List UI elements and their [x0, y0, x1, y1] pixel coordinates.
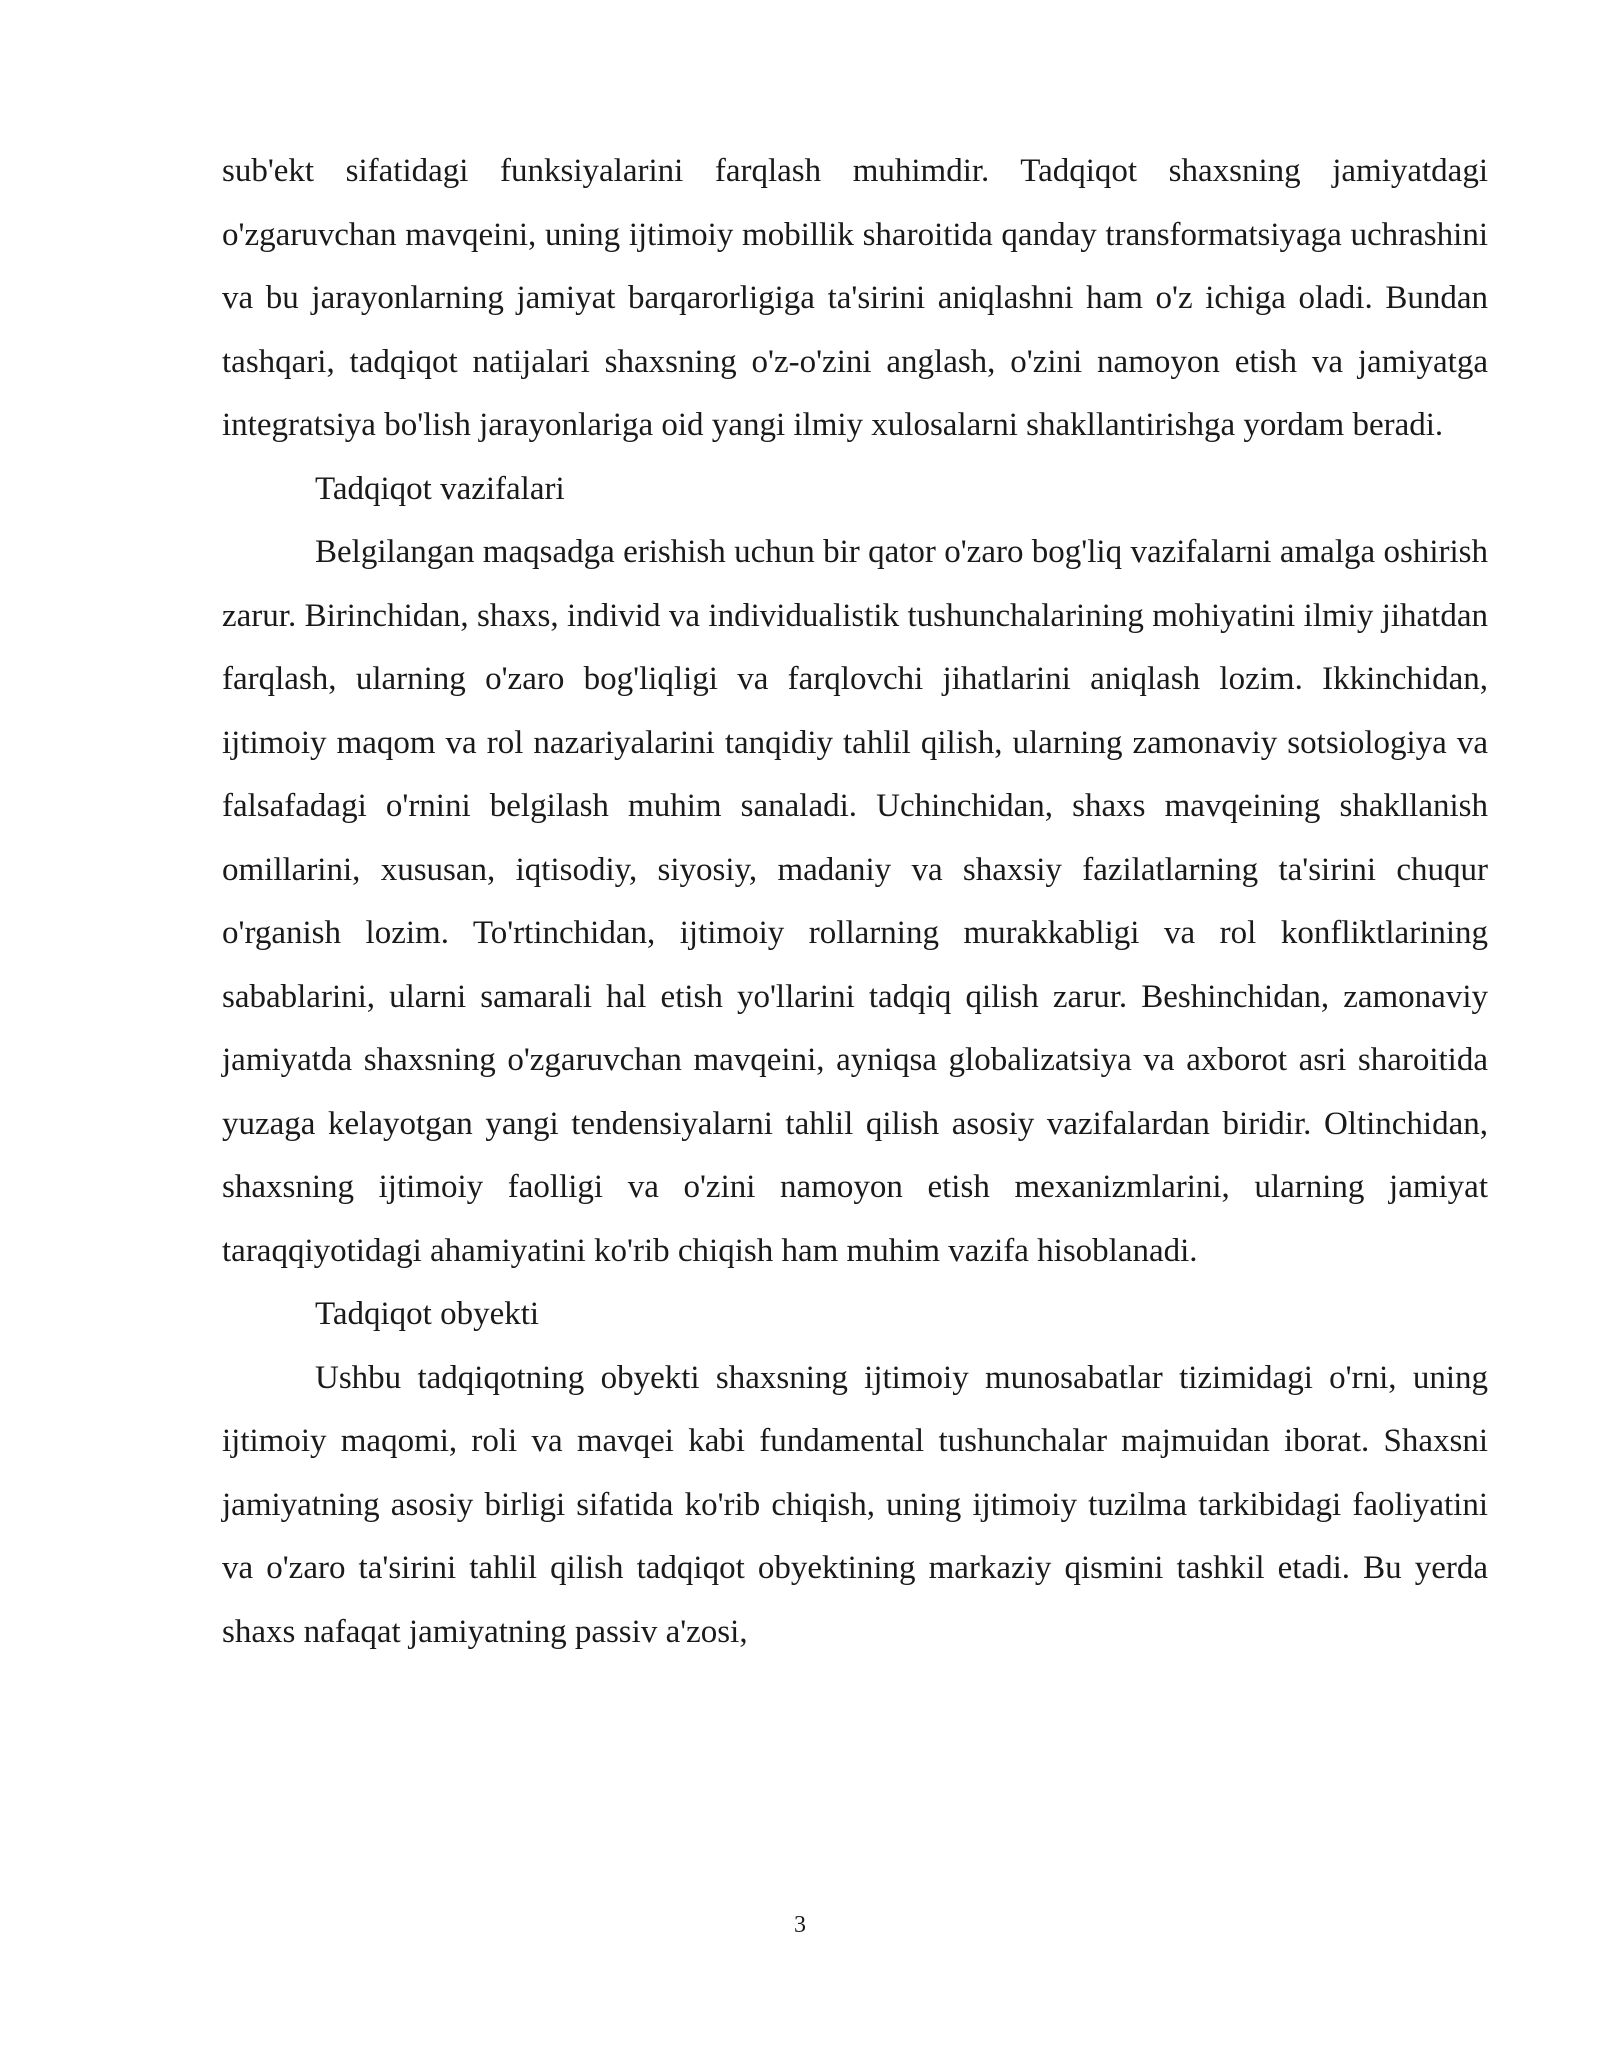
paragraph-object: Ushbu tadqiqotning obyekti shaxsning ijtimoiy munosabatlar tizimidagi o'rni, uning ijtimoiy maqomi, roli va mavqei kabi fundamental tushunchalar majmuidan iborat. Shaxsni jamiyatning asosiy birligi sifatida ko'rib chiqish, uning ijtimoiy tuzilma tarkibidagi faoliyatini va o'zaro ta'sirini tahlil qilish tadqiqot obyektining markaziy qismini tashkil etadi. Bu yerda shaxs nafaqat jamiyatning passiv a'zosi,: [222, 1359, 1488, 1650]
page-body: [222, 140, 1488, 1664]
paragraph-continuation: sub'ekt sifatidagi funksiyalarini farqlash muhimdir. Tadqiqot shaxsning jamiyatdagi o'zgaruvchan mavqeini, uning ijtimoiy mobillik sharoitida qanday transformatsiyaga uchrashini va bu jarayonlarning jamiyat barqarorligiga ta'sirini aniqlashni ham o'z ichiga oladi. Bundan tashqari, tadqiqot natijalari shaxsning o'z-o'zini anglash, o'zini namoyon etish va jamiyatga integratsiya bo'lish jarayonlariga oid yangi ilmiy xulosalarni shakllantirishga yordam beradi.: [222, 153, 1488, 443]
section-heading-tasks: Tadqiqot vazifalari: [315, 470, 565, 507]
page-number: 3: [794, 1912, 806, 1938]
section-heading-object: Tadqiqot obyekti: [315, 1296, 540, 1332]
paragraph-tasks: Belgilangan maqsadga erishish uchun bir qator o'zaro bog'liq vazifalarni amalga oshirish zarur. Birinchidan, shaxs, individ va individualistik tushunchalarining mohiyatini ilmiy jihatdan farqlash, ularning o'zaro bog'liqligi va farqlovchi jihatlarini aniqlash lozim. Ikkinchidan, ijtimoiy maqom va rol nazariyalarini tanqidiy tahlil qilish, ularning zamonaviy sotsiologiya va falsafadagi o'rnini belgilash muhim sanaladi. Uchinchidan, shaxs mavqeining shakllanish omillarini, xususan, iqtisodiy, siyosiy, madaniy va shaxsiy fazilatlarning ta'sirini chuqur o'rganish lozim. To'rtinchidan, ijtimoiy rollarning murakkabligi va rol konfliktlarining sabablarini, ularni samarali hal etish yo'llarini tadqiq qilish zarur. Beshinchidan, zamonaviy jamiyatda shaxsning o'zgaruvchan mavqeini, ayniqsa globalizatsiya va axborot asri sharoitida yuzaga kelayotgan yangi tendensiyalarni tahlil qilish asosiy vazifalardan biridir. Oltinchidan, shaxsning ijtimoiy faolligi va o'zini namoyon etish mexanizmlarini, ularning jamiyat taraqqiyotidagi ahamiyatini ko'rib chiqish ham muhim vazifa hisoblanadi.: [222, 534, 1488, 1269]
